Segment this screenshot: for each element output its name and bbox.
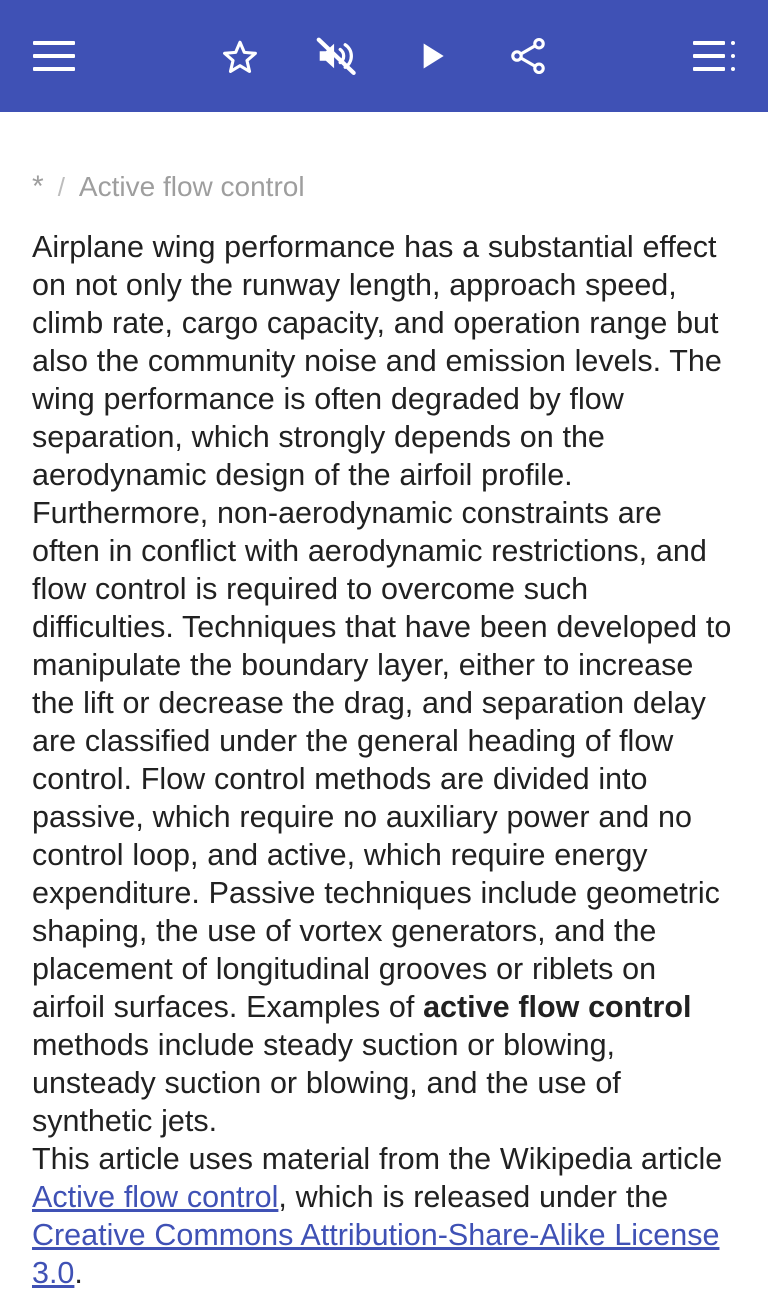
more-list-icon xyxy=(693,41,735,71)
article-body-part1: Airplane wing performance has a substantial effect on not only the runway length, approach speed, climb rate, cargo capacity, and operation range but also the community noise and emission levels. The wing performance is often degraded by flow separation, which strongly depends on the aerodynamic design of the airfoil profile. Furthermore, non-aerodynamic constraints are often in conflict with aerodynamic restrictions, and flow control is required to overcome such difficulties. Techniques that have been developed to manipulate the boundary layer, either to increase the lift or decrease the drag, and separation delay are classified under the general heading of flow control. Flow control methods are divided into passive, which require no auxiliary power and no control loop, and active, which require energy expenditure. Passive techniques include geometric shaping, the use of vortex generators, and the placement of longitudinal grooves or riblets on airfoil surfaces. Examples of xyxy=(32,230,732,1024)
volume-off-icon xyxy=(313,33,359,79)
more-button[interactable] xyxy=(686,28,742,84)
article-bold-term: active flow control xyxy=(423,990,692,1024)
play-button[interactable] xyxy=(404,28,460,84)
wikipedia-article-link[interactable]: Active flow control xyxy=(32,1180,279,1214)
menu-button[interactable] xyxy=(26,28,82,84)
license-link[interactable]: Creative Commons Attribution-Share-Alike License 3.0 xyxy=(32,1218,720,1290)
breadcrumb-separator: / xyxy=(57,172,65,202)
article-body-part2: methods include steady suction or blowing, unsteady suction or blowing, and the use of synthetic jets. xyxy=(32,1028,621,1138)
app-bar xyxy=(0,0,768,112)
menu-icon xyxy=(33,41,75,71)
breadcrumb-home-link[interactable]: * xyxy=(32,170,44,203)
article-content xyxy=(0,202,768,1292)
play-icon xyxy=(412,36,452,76)
breadcrumb-current: Active flow control xyxy=(78,171,305,202)
share-icon xyxy=(506,34,550,78)
attribution-suffix: . xyxy=(74,1256,83,1290)
favorite-button[interactable] xyxy=(212,28,268,84)
share-button[interactable] xyxy=(500,28,556,84)
article-paragraph xyxy=(32,228,736,1140)
breadcrumb xyxy=(0,112,768,202)
attribution-prefix: This article uses material from the Wikipedia article xyxy=(32,1142,723,1176)
attribution-paragraph xyxy=(32,1140,736,1292)
mute-button[interactable] xyxy=(308,28,364,84)
star-outline-icon xyxy=(218,34,262,78)
attribution-middle: , which is released under the xyxy=(278,1180,669,1214)
